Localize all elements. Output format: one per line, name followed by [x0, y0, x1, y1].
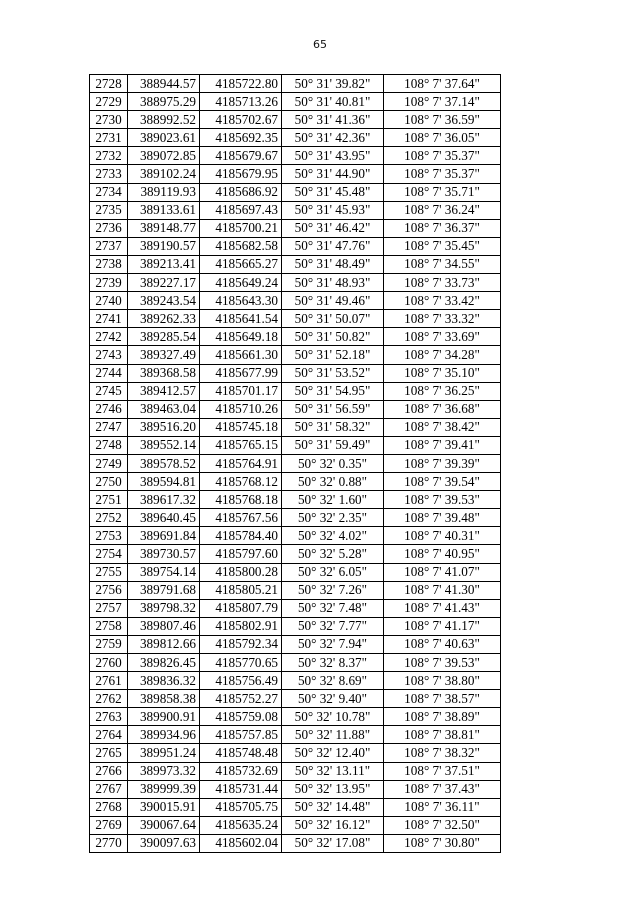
- x-coordinate-cell: 389754.14: [128, 563, 200, 581]
- coordinates-table-body: [90, 75, 501, 853]
- table-row: [90, 147, 501, 165]
- table-row: [90, 75, 501, 93]
- latitude-cell: 50° 31' 41.36": [282, 111, 384, 129]
- y-coordinate-cell: 4185641.54: [200, 310, 282, 328]
- x-coordinate-cell: 389791.68: [128, 581, 200, 599]
- longitude-cell: 108° 7' 33.32": [384, 310, 501, 328]
- y-coordinate-cell: 4185661.30: [200, 346, 282, 364]
- longitude-cell: 108° 7' 35.45": [384, 237, 501, 255]
- latitude-cell: 50° 31' 54.95": [282, 382, 384, 400]
- point-number-cell: 2752: [90, 509, 128, 527]
- longitude-cell: 108° 7' 39.48": [384, 509, 501, 527]
- x-coordinate-cell: 389807.46: [128, 617, 200, 635]
- table-row: [90, 292, 501, 310]
- x-coordinate-cell: 388992.52: [128, 111, 200, 129]
- point-number-cell: 2762: [90, 690, 128, 708]
- x-coordinate-cell: 389900.91: [128, 708, 200, 726]
- point-number-cell: 2746: [90, 400, 128, 418]
- x-coordinate-cell: 389190.57: [128, 237, 200, 255]
- longitude-cell: 108° 7' 33.42": [384, 292, 501, 310]
- latitude-cell: 50° 31' 40.81": [282, 93, 384, 111]
- table-row: [90, 328, 501, 346]
- y-coordinate-cell: 4185679.95: [200, 165, 282, 183]
- longitude-cell: 108° 7' 35.37": [384, 147, 501, 165]
- point-number-cell: 2750: [90, 473, 128, 491]
- table-row: [90, 436, 501, 454]
- longitude-cell: 108° 7' 36.05": [384, 129, 501, 147]
- table-row: [90, 744, 501, 762]
- coordinates-table: [89, 74, 501, 853]
- y-coordinate-cell: 4185732.69: [200, 762, 282, 780]
- longitude-cell: 108° 7' 38.81": [384, 726, 501, 744]
- y-coordinate-cell: 4185768.18: [200, 491, 282, 509]
- y-coordinate-cell: 4185765.15: [200, 436, 282, 454]
- x-coordinate-cell: 389463.04: [128, 400, 200, 418]
- y-coordinate-cell: 4185710.26: [200, 400, 282, 418]
- table-row: [90, 237, 501, 255]
- longitude-cell: 108° 7' 34.55": [384, 255, 501, 273]
- longitude-cell: 108° 7' 40.31": [384, 527, 501, 545]
- latitude-cell: 50° 31' 39.82": [282, 75, 384, 93]
- point-number-cell: 2769: [90, 816, 128, 834]
- longitude-cell: 108° 7' 36.24": [384, 201, 501, 219]
- point-number-cell: 2742: [90, 328, 128, 346]
- latitude-cell: 50° 31' 46.42": [282, 219, 384, 237]
- latitude-cell: 50° 31' 50.07": [282, 310, 384, 328]
- longitude-cell: 108° 7' 41.30": [384, 581, 501, 599]
- table-row: [90, 219, 501, 237]
- longitude-cell: 108° 7' 39.39": [384, 454, 501, 472]
- longitude-cell: 108° 7' 38.89": [384, 708, 501, 726]
- point-number-cell: 2748: [90, 436, 128, 454]
- y-coordinate-cell: 4185797.60: [200, 545, 282, 563]
- table-row: [90, 183, 501, 201]
- x-coordinate-cell: 389327.49: [128, 346, 200, 364]
- x-coordinate-cell: 389798.32: [128, 599, 200, 617]
- y-coordinate-cell: 4185759.08: [200, 708, 282, 726]
- y-coordinate-cell: 4185643.30: [200, 292, 282, 310]
- table-row: [90, 726, 501, 744]
- x-coordinate-cell: 389119.93: [128, 183, 200, 201]
- latitude-cell: 50° 32' 2.35": [282, 509, 384, 527]
- point-number-cell: 2764: [90, 726, 128, 744]
- x-coordinate-cell: 389285.54: [128, 328, 200, 346]
- y-coordinate-cell: 4185752.27: [200, 690, 282, 708]
- latitude-cell: 50° 32' 7.26": [282, 581, 384, 599]
- x-coordinate-cell: 389516.20: [128, 418, 200, 436]
- longitude-cell: 108° 7' 38.57": [384, 690, 501, 708]
- longitude-cell: 108° 7' 39.53": [384, 491, 501, 509]
- latitude-cell: 50° 32' 0.88": [282, 473, 384, 491]
- longitude-cell: 108° 7' 40.63": [384, 635, 501, 653]
- y-coordinate-cell: 4185764.91: [200, 454, 282, 472]
- table-row: [90, 780, 501, 798]
- x-coordinate-cell: 389617.32: [128, 491, 200, 509]
- x-coordinate-cell: 389951.24: [128, 744, 200, 762]
- point-number-cell: 2743: [90, 346, 128, 364]
- longitude-cell: 108° 7' 39.41": [384, 436, 501, 454]
- table-row: [90, 491, 501, 509]
- latitude-cell: 50° 31' 59.49": [282, 436, 384, 454]
- x-coordinate-cell: 389934.96: [128, 726, 200, 744]
- table-row: [90, 400, 501, 418]
- table-row: [90, 798, 501, 816]
- x-coordinate-cell: 389552.14: [128, 436, 200, 454]
- point-number-cell: 2736: [90, 219, 128, 237]
- longitude-cell: 108° 7' 32.50": [384, 816, 501, 834]
- latitude-cell: 50° 32' 0.35": [282, 454, 384, 472]
- point-number-cell: 2766: [90, 762, 128, 780]
- x-coordinate-cell: 389412.57: [128, 382, 200, 400]
- x-coordinate-cell: 389640.45: [128, 509, 200, 527]
- point-number-cell: 2740: [90, 292, 128, 310]
- table-row: [90, 346, 501, 364]
- latitude-cell: 50° 31' 52.18": [282, 346, 384, 364]
- latitude-cell: 50° 32' 5.28": [282, 545, 384, 563]
- point-number-cell: 2763: [90, 708, 128, 726]
- x-coordinate-cell: 389243.54: [128, 292, 200, 310]
- y-coordinate-cell: 4185807.79: [200, 599, 282, 617]
- table-row: [90, 111, 501, 129]
- point-number-cell: 2738: [90, 255, 128, 273]
- y-coordinate-cell: 4185705.75: [200, 798, 282, 816]
- point-number-cell: 2745: [90, 382, 128, 400]
- latitude-cell: 50° 32' 6.05": [282, 563, 384, 581]
- longitude-cell: 108° 7' 34.28": [384, 346, 501, 364]
- y-coordinate-cell: 4185722.80: [200, 75, 282, 93]
- table-row: [90, 834, 501, 852]
- table-row: [90, 762, 501, 780]
- point-number-cell: 2734: [90, 183, 128, 201]
- x-coordinate-cell: 390097.63: [128, 834, 200, 852]
- table-row: [90, 816, 501, 834]
- table-row: [90, 310, 501, 328]
- latitude-cell: 50° 32' 11.88": [282, 726, 384, 744]
- table-row: [90, 527, 501, 545]
- x-coordinate-cell: 389826.45: [128, 654, 200, 672]
- y-coordinate-cell: 4185713.26: [200, 93, 282, 111]
- y-coordinate-cell: 4185702.67: [200, 111, 282, 129]
- point-number-cell: 2729: [90, 93, 128, 111]
- longitude-cell: 108° 7' 39.54": [384, 473, 501, 491]
- point-number-cell: 2758: [90, 617, 128, 635]
- table-row: [90, 473, 501, 491]
- x-coordinate-cell: 389102.24: [128, 165, 200, 183]
- y-coordinate-cell: 4185635.24: [200, 816, 282, 834]
- table-row: [90, 418, 501, 436]
- point-number-cell: 2767: [90, 780, 128, 798]
- longitude-cell: 108° 7' 37.64": [384, 75, 501, 93]
- x-coordinate-cell: 389262.33: [128, 310, 200, 328]
- latitude-cell: 50° 32' 16.12": [282, 816, 384, 834]
- latitude-cell: 50° 31' 58.32": [282, 418, 384, 436]
- x-coordinate-cell: 389730.57: [128, 545, 200, 563]
- point-number-cell: 2730: [90, 111, 128, 129]
- latitude-cell: 50° 32' 12.40": [282, 744, 384, 762]
- point-number-cell: 2741: [90, 310, 128, 328]
- x-coordinate-cell: 389999.39: [128, 780, 200, 798]
- point-number-cell: 2732: [90, 147, 128, 165]
- longitude-cell: 108° 7' 36.25": [384, 382, 501, 400]
- table-row: [90, 672, 501, 690]
- latitude-cell: 50° 31' 47.76": [282, 237, 384, 255]
- y-coordinate-cell: 4185748.48: [200, 744, 282, 762]
- table-row: [90, 617, 501, 635]
- y-coordinate-cell: 4185679.67: [200, 147, 282, 165]
- longitude-cell: 108° 7' 36.11": [384, 798, 501, 816]
- longitude-cell: 108° 7' 37.43": [384, 780, 501, 798]
- longitude-cell: 108° 7' 38.32": [384, 744, 501, 762]
- point-number-cell: 2761: [90, 672, 128, 690]
- point-number-cell: 2754: [90, 545, 128, 563]
- table-row: [90, 93, 501, 111]
- longitude-cell: 108° 7' 36.68": [384, 400, 501, 418]
- table-row: [90, 708, 501, 726]
- latitude-cell: 50° 31' 53.52": [282, 364, 384, 382]
- y-coordinate-cell: 4185805.21: [200, 581, 282, 599]
- x-coordinate-cell: 389148.77: [128, 219, 200, 237]
- table-row: [90, 454, 501, 472]
- longitude-cell: 108° 7' 35.37": [384, 165, 501, 183]
- latitude-cell: 50° 31' 45.93": [282, 201, 384, 219]
- table-row: [90, 129, 501, 147]
- x-coordinate-cell: 389072.85: [128, 147, 200, 165]
- y-coordinate-cell: 4185686.92: [200, 183, 282, 201]
- x-coordinate-cell: 389812.66: [128, 635, 200, 653]
- latitude-cell: 50° 32' 10.78": [282, 708, 384, 726]
- longitude-cell: 108° 7' 41.43": [384, 599, 501, 617]
- table-row: [90, 382, 501, 400]
- point-number-cell: 2728: [90, 75, 128, 93]
- latitude-cell: 50° 32' 7.77": [282, 617, 384, 635]
- longitude-cell: 108° 7' 36.59": [384, 111, 501, 129]
- table-row: [90, 654, 501, 672]
- y-coordinate-cell: 4185756.49: [200, 672, 282, 690]
- point-number-cell: 2749: [90, 454, 128, 472]
- y-coordinate-cell: 4185649.24: [200, 274, 282, 292]
- x-coordinate-cell: 389213.41: [128, 255, 200, 273]
- longitude-cell: 108° 7' 40.95": [384, 545, 501, 563]
- longitude-cell: 108° 7' 33.73": [384, 274, 501, 292]
- point-number-cell: 2757: [90, 599, 128, 617]
- table-row: [90, 364, 501, 382]
- table-row: [90, 635, 501, 653]
- x-coordinate-cell: 389227.17: [128, 274, 200, 292]
- y-coordinate-cell: 4185800.28: [200, 563, 282, 581]
- y-coordinate-cell: 4185682.58: [200, 237, 282, 255]
- y-coordinate-cell: 4185677.99: [200, 364, 282, 382]
- latitude-cell: 50° 31' 44.90": [282, 165, 384, 183]
- point-number-cell: 2765: [90, 744, 128, 762]
- y-coordinate-cell: 4185767.56: [200, 509, 282, 527]
- x-coordinate-cell: 389594.81: [128, 473, 200, 491]
- point-number-cell: 2753: [90, 527, 128, 545]
- latitude-cell: 50° 32' 1.60": [282, 491, 384, 509]
- table-row: [90, 201, 501, 219]
- point-number-cell: 2760: [90, 654, 128, 672]
- x-coordinate-cell: 389368.58: [128, 364, 200, 382]
- table-row: [90, 690, 501, 708]
- longitude-cell: 108° 7' 37.51": [384, 762, 501, 780]
- table-row: [90, 581, 501, 599]
- point-number-cell: 2756: [90, 581, 128, 599]
- latitude-cell: 50° 32' 4.02": [282, 527, 384, 545]
- y-coordinate-cell: 4185745.18: [200, 418, 282, 436]
- y-coordinate-cell: 4185757.85: [200, 726, 282, 744]
- longitude-cell: 108° 7' 35.10": [384, 364, 501, 382]
- point-number-cell: 2737: [90, 237, 128, 255]
- x-coordinate-cell: 389973.32: [128, 762, 200, 780]
- y-coordinate-cell: 4185731.44: [200, 780, 282, 798]
- longitude-cell: 108° 7' 35.71": [384, 183, 501, 201]
- point-number-cell: 2759: [90, 635, 128, 653]
- latitude-cell: 50° 31' 45.48": [282, 183, 384, 201]
- x-coordinate-cell: 389691.84: [128, 527, 200, 545]
- longitude-cell: 108° 7' 36.37": [384, 219, 501, 237]
- x-coordinate-cell: 389023.61: [128, 129, 200, 147]
- y-coordinate-cell: 4185700.21: [200, 219, 282, 237]
- point-number-cell: 2755: [90, 563, 128, 581]
- latitude-cell: 50° 31' 49.46": [282, 292, 384, 310]
- y-coordinate-cell: 4185802.91: [200, 617, 282, 635]
- latitude-cell: 50° 32' 14.48": [282, 798, 384, 816]
- latitude-cell: 50° 32' 7.94": [282, 635, 384, 653]
- latitude-cell: 50° 32' 9.40": [282, 690, 384, 708]
- latitude-cell: 50° 31' 42.36": [282, 129, 384, 147]
- y-coordinate-cell: 4185602.04: [200, 834, 282, 852]
- point-number-cell: 2735: [90, 201, 128, 219]
- latitude-cell: 50° 32' 13.11": [282, 762, 384, 780]
- point-number-cell: 2733: [90, 165, 128, 183]
- latitude-cell: 50° 32' 7.48": [282, 599, 384, 617]
- point-number-cell: 2751: [90, 491, 128, 509]
- x-coordinate-cell: 388944.57: [128, 75, 200, 93]
- page-number: 65: [313, 38, 327, 51]
- longitude-cell: 108° 7' 39.53": [384, 654, 501, 672]
- point-number-cell: 2739: [90, 274, 128, 292]
- x-coordinate-cell: 389858.38: [128, 690, 200, 708]
- x-coordinate-cell: 389133.61: [128, 201, 200, 219]
- table-row: [90, 274, 501, 292]
- longitude-cell: 108° 7' 38.42": [384, 418, 501, 436]
- latitude-cell: 50° 31' 43.95": [282, 147, 384, 165]
- x-coordinate-cell: 388975.29: [128, 93, 200, 111]
- x-coordinate-cell: 389578.52: [128, 454, 200, 472]
- table-row: [90, 545, 501, 563]
- y-coordinate-cell: 4185784.40: [200, 527, 282, 545]
- y-coordinate-cell: 4185792.34: [200, 635, 282, 653]
- longitude-cell: 108° 7' 41.07": [384, 563, 501, 581]
- latitude-cell: 50° 31' 48.49": [282, 255, 384, 273]
- latitude-cell: 50° 31' 50.82": [282, 328, 384, 346]
- x-coordinate-cell: 390015.91: [128, 798, 200, 816]
- table-row: [90, 165, 501, 183]
- table-row: [90, 599, 501, 617]
- y-coordinate-cell: 4185697.43: [200, 201, 282, 219]
- longitude-cell: 108° 7' 41.17": [384, 617, 501, 635]
- table-row: [90, 255, 501, 273]
- latitude-cell: 50° 32' 8.69": [282, 672, 384, 690]
- latitude-cell: 50° 32' 17.08": [282, 834, 384, 852]
- x-coordinate-cell: 389836.32: [128, 672, 200, 690]
- longitude-cell: 108° 7' 38.80": [384, 672, 501, 690]
- latitude-cell: 50° 31' 56.59": [282, 400, 384, 418]
- point-number-cell: 2747: [90, 418, 128, 436]
- y-coordinate-cell: 4185770.65: [200, 654, 282, 672]
- point-number-cell: 2744: [90, 364, 128, 382]
- y-coordinate-cell: 4185649.18: [200, 328, 282, 346]
- y-coordinate-cell: 4185692.35: [200, 129, 282, 147]
- point-number-cell: 2770: [90, 834, 128, 852]
- point-number-cell: 2768: [90, 798, 128, 816]
- table-row: [90, 509, 501, 527]
- point-number-cell: 2731: [90, 129, 128, 147]
- longitude-cell: 108° 7' 33.69": [384, 328, 501, 346]
- x-coordinate-cell: 390067.64: [128, 816, 200, 834]
- latitude-cell: 50° 32' 13.95": [282, 780, 384, 798]
- longitude-cell: 108° 7' 30.80": [384, 834, 501, 852]
- longitude-cell: 108° 7' 37.14": [384, 93, 501, 111]
- latitude-cell: 50° 32' 8.37": [282, 654, 384, 672]
- y-coordinate-cell: 4185701.17: [200, 382, 282, 400]
- latitude-cell: 50° 31' 48.93": [282, 274, 384, 292]
- y-coordinate-cell: 4185665.27: [200, 255, 282, 273]
- y-coordinate-cell: 4185768.12: [200, 473, 282, 491]
- table-row: [90, 563, 501, 581]
